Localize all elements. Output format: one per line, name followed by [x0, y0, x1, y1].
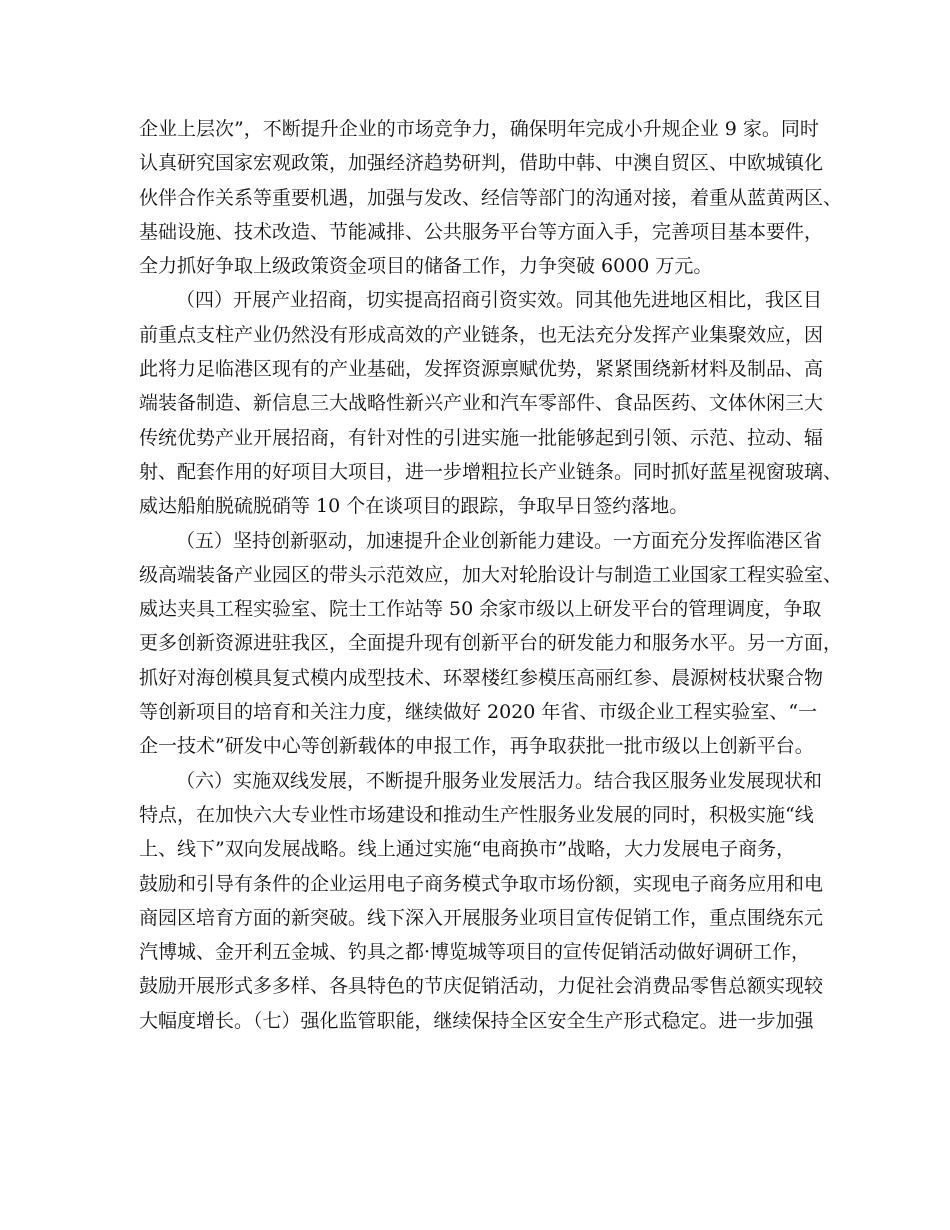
text-line: 鼓励和引导有条件的企业运用电子商务模式争取市场份额，实现电子商务应用和电 [139, 872, 824, 895]
text-line: 抓好对海创模具复式模内成型技术、环翠楼红参模压高丽红参、晨源树枝状聚合物 [139, 666, 824, 689]
text-line: 射、配套作用的好项目大项目，进一步增粗拉长产业链条。同时抓好蓝星视窗玻璃、 [139, 460, 843, 483]
text-line: 企业上层次”，不断提升企业的市场竞争力，确保明年完成小升规企业 9 家。同时 [139, 118, 819, 140]
text-line: 前重点支柱产业仍然没有形成高效的产业链条，也无法充分发挥产业集聚效应，因 [139, 323, 824, 346]
text-line: 此将力足临港区现有的产业基础，发挥资源禀赋优势，紧紧围绕新材料及制品、高 [139, 358, 824, 381]
text-line: 汽博城、金开利五金城、钓具之都·博览城等项目的宣传促销活动做好调研工作， [139, 941, 811, 964]
text-line: 级高端装备产业园区的带头示范效应，加大对轮胎设计与制造工业国家工程实验室、 [139, 563, 843, 586]
body-text [139, 112, 843, 1038]
section-4-start-line: （四）开展产业招商，切实提高招商引资实效。同其他先进地区相比，我区目 [176, 289, 823, 312]
text-line: 特点，在加快六大专业性市场建设和推动生产性服务业发展的同时，积极实施“线 [139, 803, 814, 826]
text-line: 全力抓好争取上级政策资金项目的储备工作，力争突破 6000 万元。 [139, 255, 713, 278]
text-line: 威达夹具工程实验室、院士工作站等 50 余家市级以上研发平台的管理调度，争取 [139, 598, 822, 621]
text-line: 基础设施、技术改造、节能减排、公共服务平台等方面入手，完善项目基本要件， [139, 220, 824, 243]
section-6-start-line: （六）实施双线发展，不断提升服务业发展活力。结合我区服务业发展现状和 [176, 769, 823, 792]
text-line: 传统优势产业开展招商，有针对性的引进实施一批能够起到引领、示范、拉动、辐 [139, 426, 824, 449]
text-line: 等创新项目的培育和关注力度，继续做好 2020 年省、市级企业工程实验室、“一 [139, 701, 818, 724]
text-line: 伙伴合作关系等重要机遇，加强与发改、经信等部门的沟通对接，着重从蓝黄两区、 [139, 186, 843, 209]
text-line: 商园区培育方面的新突破。线下深入开展服务业项目宣传促销工作，重点围绕东元 [139, 906, 824, 929]
text-line: 鼓励开展形式多多样、各具特色的节庆促销活动，力促社会消费品零售总额实现较 [139, 975, 824, 998]
text-line: 认真研究国家宏观政策，加强经济趋势研判，借助中韩、中澳自贸区、中欧城镇化 [139, 152, 824, 175]
text-line: 更多创新资源进驻我区，全面提升现有创新平台的研发能力和服务水平。另一方面， [139, 632, 843, 655]
text-line: 端装备制造、新信息三大战略性新兴产业和汽车零部件、食品医药、文体休闲三大 [139, 392, 824, 415]
section-5-start-line: （五）坚持创新驱动，加速提升企业创新能力建设。一方面充分发挥临港区省 [176, 529, 823, 552]
text-line: 企一技术”研发中心等创新载体的申报工作，再争取获批一批市级以上创新平台。 [139, 735, 814, 758]
text-line: 威达船舶脱硫脱硝等 10 个在谈项目的跟踪，争取早日签约落地。 [139, 495, 689, 518]
text-line: 大幅度增长。（七）强化监管职能，继续保持全区安全生产形式稳定。进一步加强 [139, 1009, 814, 1032]
text-line: 上、线下”双向发展战略。线上通过实施“电商换市”战略，大力发展电子商务， [139, 838, 796, 861]
